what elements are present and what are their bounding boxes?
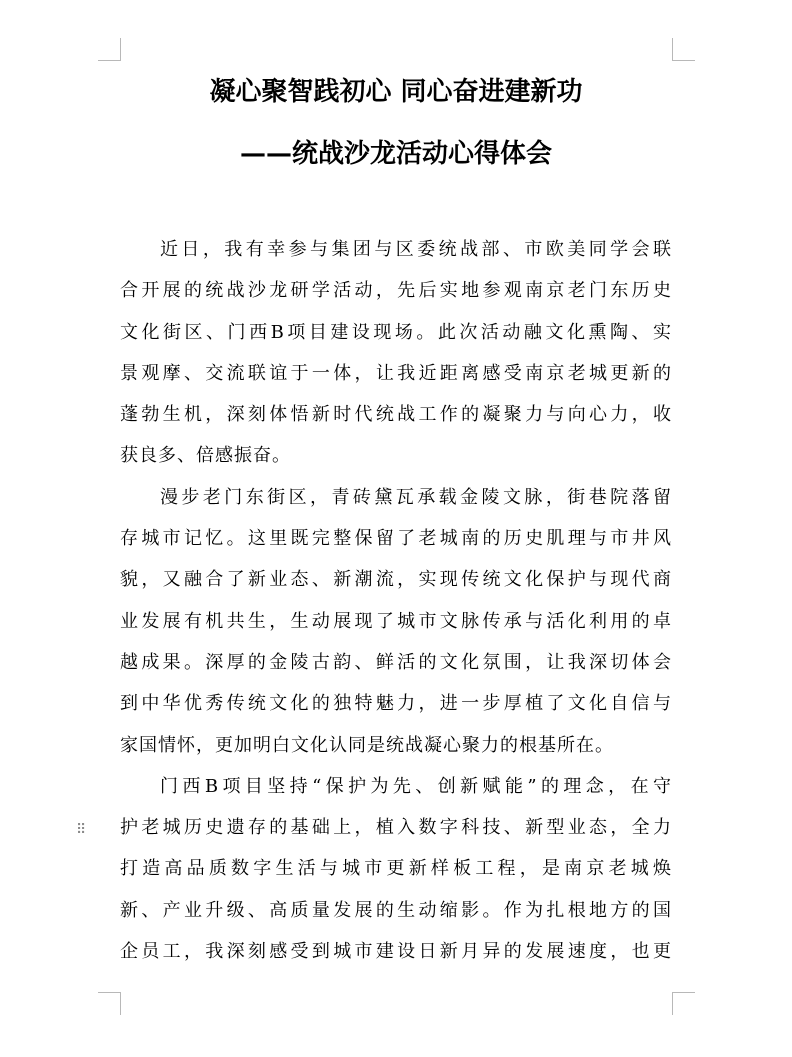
paragraph-line: 到中华优秀传统文化的独特魅力，进一步厚植了文化自信与 xyxy=(120,693,672,715)
paragraph-line: 打造高品质数字生活与城市更新样板工程，是南京老城焕 xyxy=(120,858,672,880)
paragraph-line: 蓬勃生机，深刻体悟新时代统战工作的凝聚力与向心力，收 xyxy=(120,404,672,426)
paragraph-line: 漫步老门东街区，青砖黛瓦承载金陵文脉，街巷院落留 xyxy=(160,486,672,508)
paragraph-line: 文化街区、门西B项目建设现场。此次活动融文化熏陶、实 xyxy=(120,321,672,343)
paragraph-line: 新、产业升级、高质量发展的生动缩影。作为扎根地方的国 xyxy=(120,899,672,921)
paragraph-line: 家国情怀，更加明白文化认同是统战凝心聚力的根基所在。 xyxy=(120,734,614,756)
paragraph-line: 近日，我有幸参与集团与区委统战部、市欧美同学会联 xyxy=(160,239,672,260)
paragraph-1[interactable] xyxy=(120,229,672,477)
margin-corner-top-left xyxy=(98,38,121,61)
document-title: 凝心聚智践初心 同心奋进建新功 xyxy=(209,77,583,107)
margin-corner-top-right xyxy=(672,38,695,61)
paragraph-line: 越成果。深厚的金陵古韵、鲜活的文化氛围，让我深切体会 xyxy=(120,651,672,673)
paragraph-line: 门西B项目坚持“保护为先、创新赋能”的理念，在守 xyxy=(160,775,672,797)
paragraph-line: 护老城历史遗存的基础上，植入数字科技、新型业态，全力 xyxy=(120,817,672,839)
paragraph-line: 存城市记忆。这里既完整保留了老城南的历史肌理与市井风 xyxy=(120,528,672,550)
document-body[interactable] xyxy=(120,229,672,972)
paragraph-line: 貌，又融合了新业态、新潮流，实现传统文化保护与现代商 xyxy=(120,569,672,591)
paragraph-2[interactable] xyxy=(120,477,672,766)
margin-corner-bottom-left xyxy=(98,992,121,1015)
paragraph-line: 景观摩、交流联谊于一体，让我近距离感受南京老城更新的 xyxy=(120,362,672,384)
paragraph-drag-handle-icon[interactable]: ⠿ xyxy=(76,822,87,838)
document-subtitle: ——统战沙龙活动心得体会 xyxy=(239,139,552,169)
paragraph-3[interactable] xyxy=(120,766,672,972)
paragraph-line: 合开展的统战沙龙研学活动，先后实地参观南京老门东历史 xyxy=(120,280,672,302)
paragraph-line: 企员工，我深刻感受到城市建设日新月异的发展速度，也更 xyxy=(120,941,672,963)
paragraph-line: 业发展有机共生，生动展现了城市文脉传承与活化利用的卓 xyxy=(120,610,672,632)
paragraph-line: 获良多、倍感振奋。 xyxy=(120,445,291,467)
margin-corner-bottom-right xyxy=(672,992,695,1015)
